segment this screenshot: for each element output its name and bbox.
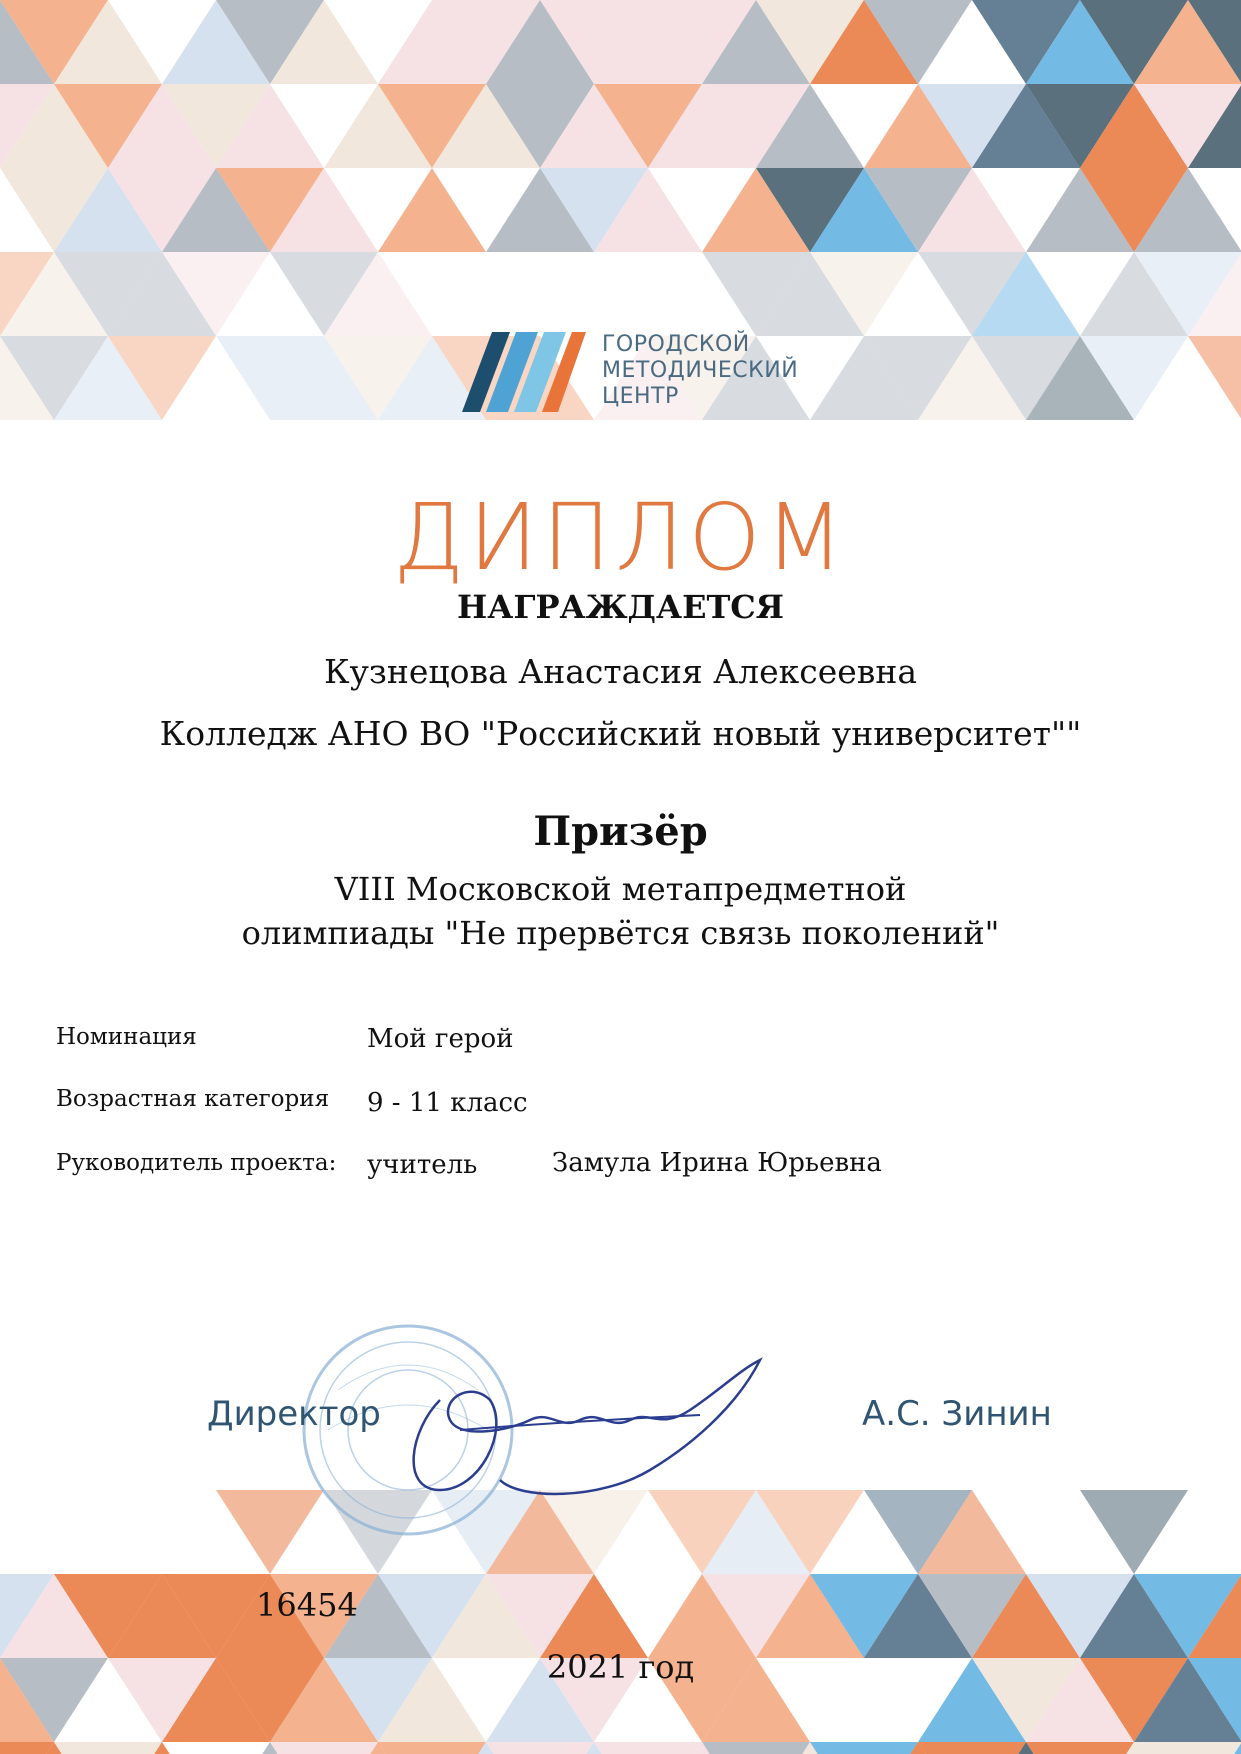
age-category-value: 9 - 11 класс: [367, 1088, 528, 1118]
pattern-triangle: [378, 168, 486, 252]
year: 2021 год: [546, 1648, 695, 1686]
logo-text: [602, 332, 798, 410]
diploma-title: ДИПЛОМ: [392, 484, 849, 591]
logo-mark-icon: [462, 328, 592, 414]
pattern-triangle: [378, 1742, 486, 1754]
director-name: А.С. Зинин: [862, 1394, 1052, 1434]
pattern-triangle: [54, 1742, 162, 1754]
director-label: Директор: [207, 1394, 381, 1434]
pattern-triangle: [810, 1742, 918, 1754]
signature: [400, 1340, 770, 1510]
supervisor-name: Замула Ирина Юрьевна: [552, 1148, 882, 1178]
bottom-triangle-pattern: [0, 1490, 1241, 1754]
logo-line-2: МЕТОДИЧЕСКИЙ: [602, 358, 799, 383]
pattern-triangle: [594, 1742, 702, 1754]
pattern-triangle: [270, 1742, 378, 1754]
pattern-triangle: [486, 1742, 594, 1754]
logo: [462, 328, 799, 418]
event-line-2: олимпиады "Не прервётся связь поколений": [241, 914, 1000, 952]
nomination-value: Мой герой: [367, 1024, 514, 1054]
rank: Призёр: [533, 808, 708, 855]
logo-line-3: ЦЕНТР: [602, 384, 679, 409]
pattern-triangle: [702, 1742, 810, 1754]
pattern-triangle: [1134, 1742, 1241, 1754]
supervisor-role: учитель: [367, 1150, 478, 1180]
pattern-triangle: [0, 1742, 54, 1754]
awarded-label: НАГРАЖДАЕТСЯ: [457, 588, 784, 626]
nomination-label: Номинация: [56, 1024, 197, 1050]
logo-line-1: ГОРОДСКОЙ: [602, 332, 750, 357]
recipient-organization: Колледж АНО ВО "Российский новый университет"": [159, 714, 1082, 753]
recipient-name: Кузнецова Анастасия Алексеевна: [323, 652, 918, 691]
event-line-1: VIII Московской метапредметной: [334, 870, 907, 908]
age-category-label: Возрастная категория: [56, 1086, 330, 1112]
supervisor-label: Руководитель проекта:: [56, 1150, 337, 1176]
pattern-triangle: [1188, 336, 1241, 420]
pattern-triangle: [918, 1742, 1026, 1754]
pattern-triangle: [1026, 1742, 1134, 1754]
diploma-number: 16454: [256, 1586, 358, 1624]
pattern-triangle: [1080, 1490, 1188, 1574]
